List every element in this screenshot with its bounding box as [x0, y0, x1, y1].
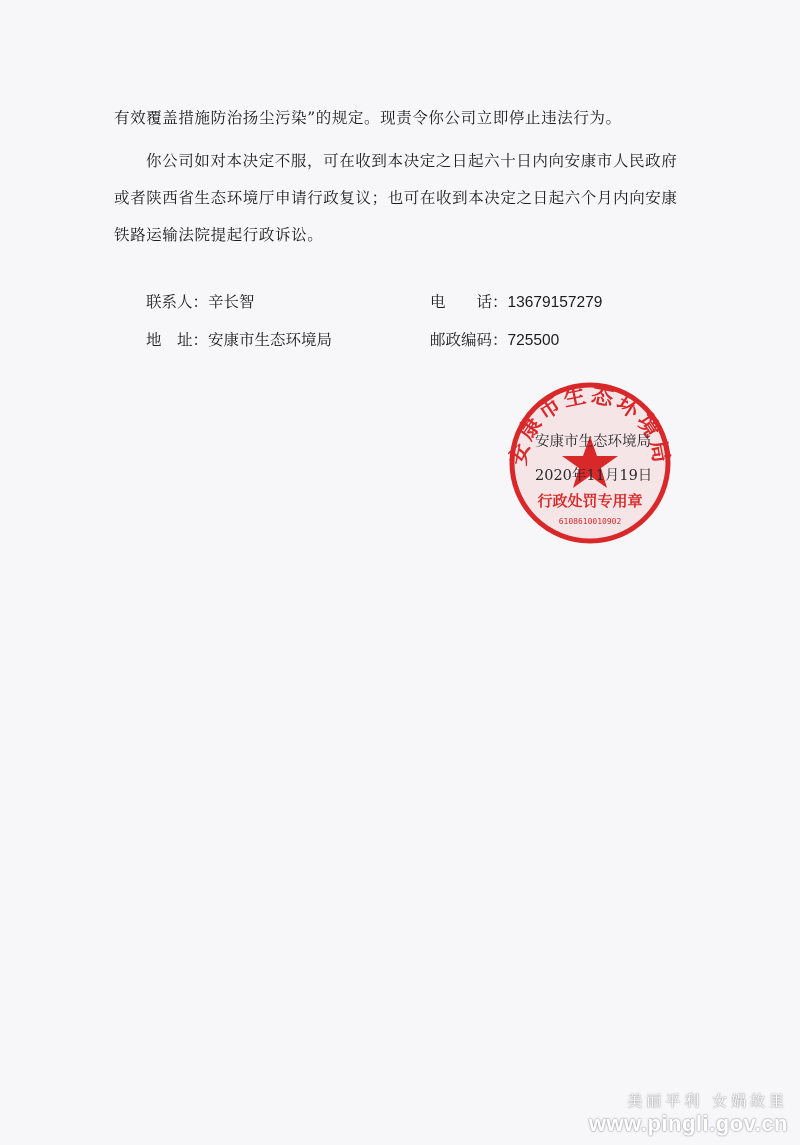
watermark-slogan: 美丽平利 女娲故里 — [627, 1092, 788, 1110]
contact-person — [146, 290, 255, 312]
body-paragraph-line: 有效覆盖措施防治扬尘污染”的规定。现责令你公司立即停止违法行为。 — [114, 109, 622, 127]
signature-org: 安康市生态环境局 — [535, 434, 651, 450]
contact-label: 联系人： — [146, 293, 209, 311]
phone-value: 13679157279 — [507, 294, 603, 311]
site-watermark — [589, 1090, 788, 1137]
postcode-value: 725500 — [507, 332, 560, 349]
seal-ring-text: 安康市生态环境局 — [506, 382, 674, 468]
contact-value: 辛长智 — [208, 293, 255, 311]
phone-label: 电 话： — [430, 293, 508, 311]
seal-code: 6108610010902 — [558, 517, 622, 526]
address — [146, 328, 332, 350]
body-paragraph-line: 铁路运输法院提起行政诉讼。 — [114, 226, 324, 244]
official-seal — [505, 378, 675, 548]
phone — [430, 290, 602, 312]
address-label: 地 址： — [146, 331, 209, 349]
watermark-url: www.pingli.gov.cn — [588, 1111, 788, 1136]
body-paragraph-line: 你公司如对本决定不服，可在收到本决定之日起六十日内向安康市人民政府 — [146, 152, 678, 170]
postcode-label: 邮政编码： — [430, 331, 508, 349]
address-value: 安康市生态环境局 — [208, 331, 333, 349]
signature-date: 2020年11月19日 — [535, 468, 653, 484]
body-paragraph-line: 或者陕西省生态环境厅申请行政复议；也可在收到本决定之日起六个月内向安康 — [114, 189, 678, 207]
seal-bottom-text: 行政处罚专用章 — [537, 492, 643, 510]
postcode — [430, 328, 559, 350]
